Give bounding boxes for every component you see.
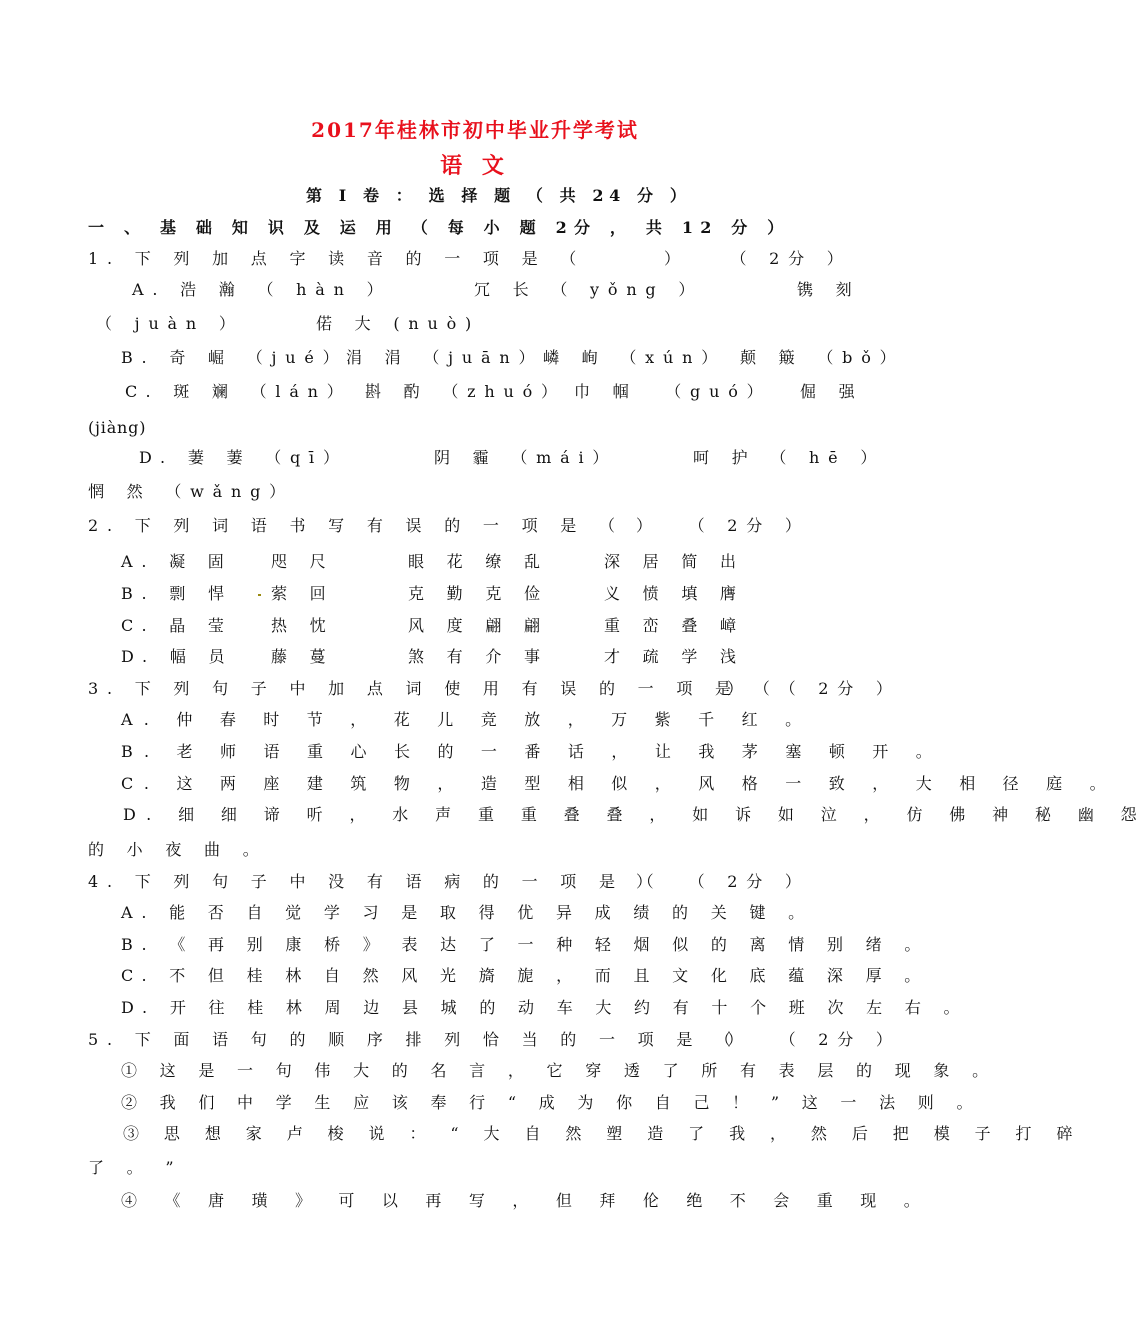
question-5-sentence-4: ④ 《 唐 璜 》 可 以 再 写 ， 但 拜 伦 绝 不 会 重 现 。 [121, 1191, 931, 1210]
question-3-option-d-line2: 的 小 夜 曲 。 [88, 840, 268, 859]
question-1-option-c-part2: 斟 酌 （zhuó） [365, 382, 566, 401]
section-heading: 一 、 基 础 知 识 及 运 用 （ 每 小 题 2分 ， 共 12 分 ） [88, 218, 791, 237]
question-1-option-c-part3: 巾 帼 （guó） [574, 382, 772, 401]
question-4-option-b: B. 《 再 别 康 桥 》 表 达 了 一 种 轻 烟 似 的 离 情 别 绪 。 [121, 935, 930, 954]
question-2-stem: 2. 下 列 词 语 书 写 有 误 的 一 项 是 （ [88, 516, 624, 535]
question-1-option-a-part2: 冗 长 （ yǒng ） [474, 280, 704, 299]
exam-title: 2017年桂林市初中毕业升学考试 [311, 118, 639, 142]
question-5-sentence-3-line1: ③ 思 想 家 卢 梭 说 ： “ 大 自 然 塑 造 了 我 ， 然 后 把 模 子 打 碎 [123, 1124, 1083, 1143]
question-1-option-b-part4: 颠 簸 （bǒ） [740, 348, 905, 367]
question-1-option-a-part3: 镌 刻 [797, 280, 861, 299]
question-3-stem: 3. 下 列 句 子 中 加 点 词 使 用 有 误 的 一 项 是 （ [88, 679, 779, 698]
question-3-score: ） （ 2分 ） [727, 679, 901, 698]
question-2-option-d-word1: D. 幅 员 [121, 647, 234, 666]
question-2-score: ） （ 2分 ） [636, 516, 810, 535]
question-2-option-d-word4: 才 疏 学 浅 [604, 647, 745, 666]
question-1-option-a-part1: A. 浩 瀚 （ hàn ） [132, 280, 392, 299]
question-1-option-c-part4: 倔 强 [800, 382, 864, 401]
question-5-sentence-1: ① 这 是 一 句 伟 大 的 名 言 ， 它 穿 透 了 所 有 表 层 的 现 象 。 [121, 1061, 997, 1080]
question-2-option-c-word3: 风 度 翩 翩 [408, 616, 549, 635]
question-5-sentence-2: ② 我 们 中 学 生 应 该 奉 行 “ 成 为 你 自 己 ！ ” 这 一 法 则 。 [121, 1093, 982, 1112]
question-2-option-b-word2: 萦 回 [271, 584, 335, 603]
volume-heading: 第 I 卷 ： 选 择 题 （ 共 24 分 ） [306, 186, 692, 205]
emphasis-mark [258, 594, 261, 596]
question-3-option-d-line1: D. 细 细 谛 听 ， 水 声 重 重 叠 叠 ， 如 诉 如 泣 ， 仿 佛 神 秘 幽 怨 [123, 805, 1148, 824]
question-4-option-d: D. 开 往 桂 林 周 边 县 城 的 动 车 大 约 有 十 个 班 次 左 右 。 [121, 998, 969, 1017]
question-2-option-b-word4: 义 愤 填 膺 [604, 584, 745, 603]
question-1-option-a-part5: 偌 大 (nuò) [316, 314, 481, 333]
question-2-option-a-word1: A. 凝 固 [121, 552, 233, 571]
question-1-option-b-part1: B. 奇 崛 （jué） [121, 348, 348, 367]
question-1-score: ） （ 2分 ） [664, 249, 852, 268]
question-1-option-d-part2: 阴 霾 （mái） [434, 448, 618, 467]
question-2-option-d-word3: 煞 有 介 事 [408, 647, 549, 666]
question-1-option-d-part4: 惘 然 （wǎng） [88, 482, 294, 501]
question-5-stem: 5. 下 面 语 句 的 顺 序 排 列 恰 当 的 一 项 是 （ [88, 1030, 740, 1049]
question-5-score: ） （ 2分 ） [727, 1030, 901, 1049]
question-1-option-d-part3: 呵 护 （ hē ） [693, 448, 886, 467]
question-2-option-c-word4: 重 峦 叠 嶂 [604, 616, 745, 635]
question-1-option-c-part5: (jiàng) [88, 418, 147, 437]
question-1-option-b-part3: 嶙 峋 （xún） [543, 348, 727, 367]
question-1-option-d-part1: D. 萋 萋 （qī） [139, 448, 348, 467]
question-2-option-b-word3: 克 勤 克 俭 [408, 584, 549, 603]
question-1-option-b-part2: 涓 涓 （juān） [346, 348, 544, 367]
question-2-option-a-word4: 深 居 简 出 [604, 552, 745, 571]
question-3-option-c: C. 这 两 座 建 筑 物 ， 造 型 相 似 ， 风 格 一 致 ， 大 相 径 庭 。 [121, 774, 1117, 793]
question-2-option-d-word2: 藤 蔓 [271, 647, 335, 666]
question-2-option-a-word2: 咫 尺 [271, 552, 335, 571]
question-2-option-b-word1: B. 剽 悍 [121, 584, 233, 603]
subject-title: 语 文 [440, 153, 510, 179]
question-4-option-a: A. 能 否 自 觉 学 习 是 取 得 优 异 成 绩 的 关 键 。 [121, 903, 813, 922]
question-4-score: ） （ 2分 ） [636, 872, 810, 891]
question-4-stem: 4. 下 列 句 子 中 没 有 语 病 的 一 项 是 （ [88, 872, 663, 891]
question-3-option-b: B. 老 师 语 重 心 长 的 一 番 话 ， 让 我 茅 塞 顿 开 。 [121, 742, 943, 761]
question-1-option-c-part1: C. 斑 斓 （lán） [125, 382, 352, 401]
question-1-stem: 1. 下 列 加 点 字 读 音 的 一 项 是 （ [88, 249, 586, 268]
question-3-option-a: A. 仲 春 时 节 ， 花 儿 竞 放 ， 万 紫 千 红 。 [121, 710, 813, 729]
question-4-option-c: C. 不 但 桂 林 自 然 风 光 旖 旎 ， 而 且 文 化 底 蕴 深 厚 。 [121, 966, 930, 985]
question-2-option-a-word3: 眼 花 缭 乱 [408, 552, 549, 571]
question-1-option-a-part4: （ juàn ） [96, 314, 244, 333]
question-2-option-c-word1: C. 晶 莹 [121, 616, 233, 635]
question-5-sentence-3-line2: 了 。 ” [88, 1158, 183, 1177]
question-2-option-c-word2: 热 忱 [271, 616, 335, 635]
